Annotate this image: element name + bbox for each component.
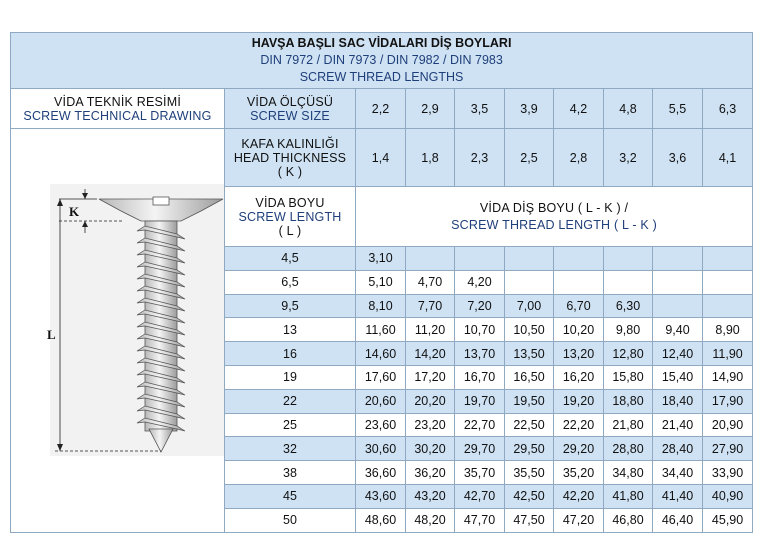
thread-length-cell: 43,20 [406, 484, 455, 508]
thread-length-cell: 15,40 [653, 365, 703, 389]
thread-length-cell: 42,20 [554, 484, 604, 508]
thread-header-en: SCREW THREAD LENGTH ( L - K ) [451, 218, 657, 232]
thread-length-cell: 43,60 [356, 484, 406, 508]
title-line-2: DIN 7972 / DIN 7973 / DIN 7982 / DIN 7983 [260, 53, 503, 67]
thread-length-cell [505, 270, 554, 294]
thread-length-cell: 22,20 [554, 413, 604, 437]
screw-length-header [225, 187, 356, 247]
thread-length-cell: 13,70 [455, 342, 505, 366]
length-header-en: SCREW LENGTH [238, 209, 342, 224]
thread-length-cell: 21,40 [653, 413, 703, 437]
thread-length-cell: 19,20 [554, 389, 604, 413]
head-thickness-cell: 2,5 [505, 129, 554, 187]
length-cell: 19 [225, 365, 356, 389]
l-label: L [47, 327, 56, 342]
thread-length-cell: 14,20 [406, 342, 455, 366]
head-thickness-cell: 2,3 [455, 129, 505, 187]
thread-length-cell: 42,50 [505, 484, 554, 508]
length-cell: 38 [225, 461, 356, 485]
thread-length-cell: 48,20 [406, 508, 455, 532]
thread-length-cell: 19,50 [505, 389, 554, 413]
thread-length-cell: 41,40 [653, 484, 703, 508]
thread-length-cell [653, 247, 703, 271]
thread-length-cell: 13,20 [554, 342, 604, 366]
thread-length-cell: 13,50 [505, 342, 554, 366]
thread-length-cell [703, 294, 753, 318]
size-cell: 6,3 [703, 89, 753, 129]
length-header-sym: ( L ) [278, 223, 302, 238]
thread-length-cell: 35,70 [455, 461, 505, 485]
thread-length-cell: 22,70 [455, 413, 505, 437]
head-thickness-cell: 1,4 [356, 129, 406, 187]
title-line-1: HAVŞA BAŞLI SAC VİDALARI DİŞ BOYLARI [251, 36, 512, 50]
thread-length-cell [455, 247, 505, 271]
thread-length-cell: 15,80 [604, 365, 653, 389]
size-cell: 2,2 [356, 89, 406, 129]
length-cell: 22 [225, 389, 356, 413]
thread-length-cell: 12,40 [653, 342, 703, 366]
thread-length-cell: 23,60 [356, 413, 406, 437]
thread-length-cell: 4,20 [455, 270, 505, 294]
size-cell: 3,9 [505, 89, 554, 129]
thread-length-cell: 16,70 [455, 365, 505, 389]
thread-length-cell [703, 247, 753, 271]
thread-length-cell: 29,20 [554, 437, 604, 461]
thread-length-cell: 23,20 [406, 413, 455, 437]
size-cell: 4,8 [604, 89, 653, 129]
thread-length-cell: 35,50 [505, 461, 554, 485]
thread-length-cell: 3,10 [356, 247, 406, 271]
thread-length-cell [703, 270, 753, 294]
size-header [225, 89, 356, 129]
thread-length-cell: 48,60 [356, 508, 406, 532]
thread-length-cell: 47,20 [554, 508, 604, 532]
thread-length-cell: 14,90 [703, 365, 753, 389]
thread-length-cell: 18,40 [653, 389, 703, 413]
thread-length-cell: 45,90 [703, 508, 753, 532]
thread-length-cell: 8,90 [703, 318, 753, 342]
thread-length-cell: 47,50 [505, 508, 554, 532]
length-header-tr: VİDA BOYU [255, 195, 325, 210]
size-header-en: SCREW SIZE [250, 108, 330, 123]
head-thickness-cell: 4,1 [703, 129, 753, 187]
thread-length-cell: 35,20 [554, 461, 604, 485]
thread-length-cell: 27,90 [703, 437, 753, 461]
thread-length-cell: 30,60 [356, 437, 406, 461]
thread-length-cell [406, 247, 455, 271]
thread-length-cell: 6,30 [604, 294, 653, 318]
thread-length-cell: 17,20 [406, 365, 455, 389]
thread-length-cell: 36,20 [406, 461, 455, 485]
thread-length-cell: 10,50 [505, 318, 554, 342]
thread-length-cell: 5,10 [356, 270, 406, 294]
screw-drawing-cell [11, 129, 225, 533]
size-cell: 4,2 [554, 89, 604, 129]
thread-length-cell [554, 247, 604, 271]
thread-header-tr: VİDA DİŞ BOYU ( L - K ) / [479, 201, 629, 215]
thread-length-cell: 16,50 [505, 365, 554, 389]
thread-length-cell [505, 247, 554, 271]
size-header-tr: VİDA ÖLÇÜSÜ [246, 94, 334, 109]
thread-length-cell: 47,70 [455, 508, 505, 532]
thread-length-table [10, 32, 753, 533]
thread-length-cell: 28,80 [604, 437, 653, 461]
thread-length-cell: 40,90 [703, 484, 753, 508]
thread-length-cell: 4,70 [406, 270, 455, 294]
thread-length-cell: 34,40 [653, 461, 703, 485]
thread-length-cell: 20,90 [703, 413, 753, 437]
thread-length-cell: 22,50 [505, 413, 554, 437]
thread-length-cell: 29,50 [505, 437, 554, 461]
thread-length-cell [653, 270, 703, 294]
head-thickness-cell: 2,8 [554, 129, 604, 187]
title-line-3: SCREW THREAD LENGTHS [299, 70, 464, 84]
table-title [11, 33, 753, 89]
head-header-sym: ( K ) [277, 164, 303, 179]
thread-length-cell [554, 270, 604, 294]
thread-length-cell [604, 270, 653, 294]
thread-length-cell: 33,90 [703, 461, 753, 485]
size-cell: 3,5 [455, 89, 505, 129]
length-cell: 32 [225, 437, 356, 461]
length-cell: 13 [225, 318, 356, 342]
length-cell: 6,5 [225, 270, 356, 294]
length-cell: 50 [225, 508, 356, 532]
thread-length-cell: 11,20 [406, 318, 455, 342]
thread-length-cell: 8,10 [356, 294, 406, 318]
thread-length-cell: 11,60 [356, 318, 406, 342]
head-thickness-cell: 1,8 [406, 129, 455, 187]
thread-length-cell: 17,90 [703, 389, 753, 413]
head-thickness-cell: 3,6 [653, 129, 703, 187]
thread-length-header [356, 187, 753, 247]
thread-length-cell: 12,80 [604, 342, 653, 366]
drawing-panel [50, 184, 224, 456]
thread-length-cell: 9,40 [653, 318, 703, 342]
length-cell: 16 [225, 342, 356, 366]
thread-length-cell: 19,70 [455, 389, 505, 413]
thread-length-cell [653, 294, 703, 318]
thread-length-cell: 46,80 [604, 508, 653, 532]
thread-length-cell: 9,80 [604, 318, 653, 342]
screw-technical-drawing [11, 129, 225, 531]
thread-length-cell: 20,60 [356, 389, 406, 413]
size-cell: 2,9 [406, 89, 455, 129]
thread-length-cell: 36,60 [356, 461, 406, 485]
thread-length-cell: 10,70 [455, 318, 505, 342]
thread-length-cell: 7,70 [406, 294, 455, 318]
thread-length-cell: 30,20 [406, 437, 455, 461]
thread-length-cell: 29,70 [455, 437, 505, 461]
head-header-en: HEAD THICKNESS [233, 150, 347, 165]
thread-length-cell: 11,90 [703, 342, 753, 366]
thread-length-cell: 16,20 [554, 365, 604, 389]
thread-length-cell [604, 247, 653, 271]
thread-length-cell: 34,80 [604, 461, 653, 485]
screw-slot [153, 197, 169, 205]
head-thickness-cell: 3,2 [604, 129, 653, 187]
thread-length-cell: 21,80 [604, 413, 653, 437]
head-header-tr: KAFA KALINLIĞI [241, 136, 339, 151]
thread-length-table-container [10, 32, 752, 532]
length-cell: 25 [225, 413, 356, 437]
thread-length-cell: 7,20 [455, 294, 505, 318]
thread-length-cell: 7,00 [505, 294, 554, 318]
thread-length-cell: 6,70 [554, 294, 604, 318]
drawing-header [11, 89, 225, 129]
thread-length-cell: 10,20 [554, 318, 604, 342]
thread-length-cell: 46,40 [653, 508, 703, 532]
drawing-header-en: SCREW TECHNICAL DRAWING [23, 108, 212, 123]
length-cell: 4,5 [225, 247, 356, 271]
k-label: K [69, 204, 80, 219]
length-cell: 45 [225, 484, 356, 508]
drawing-header-tr: VİDA TEKNİK RESİMİ [53, 94, 181, 109]
size-cell: 5,5 [653, 89, 703, 129]
thread-length-cell: 18,80 [604, 389, 653, 413]
thread-length-cell: 28,40 [653, 437, 703, 461]
thread-length-cell: 17,60 [356, 365, 406, 389]
thread-length-cell: 20,20 [406, 389, 455, 413]
thread-length-cell: 42,70 [455, 484, 505, 508]
head-thickness-header [225, 129, 356, 187]
length-cell: 9,5 [225, 294, 356, 318]
thread-length-cell: 41,80 [604, 484, 653, 508]
thread-length-cell: 14,60 [356, 342, 406, 366]
